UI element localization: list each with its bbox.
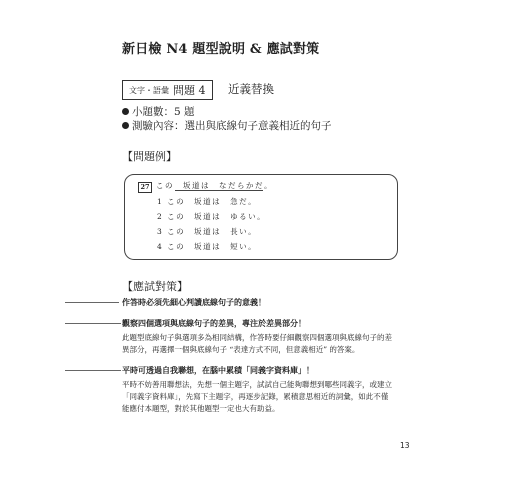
strategy-leader-line (65, 370, 121, 371)
bullet-item (122, 118, 332, 133)
bullet-dot-icon (122, 108, 129, 115)
strategy-body-line: 能應付本題型，對於其他題型一定也大有助益。 (122, 404, 280, 413)
question-underline (175, 190, 263, 191)
bullet-dot-icon (122, 122, 129, 129)
option-item: 1 この 坂道は 急だ。 (157, 197, 258, 206)
strategy-body-line: 此題型底線句子與選項多為相同結構，作答時要仔細觀察四個選項與底線句子的差 (122, 333, 392, 342)
question-text: この 坂道は なだらかだ。 (156, 181, 273, 190)
page-number: 13 (400, 441, 410, 450)
category-label: 文字・語彙 (129, 85, 169, 95)
strategy-leader-line (65, 323, 121, 324)
bullet-text: 測驗內容：選出與底線句子意義相近的句子 (132, 120, 332, 132)
strategy-body-line: 平時不妨善用聯想法，先想一個主題字，試試自己能夠聯想到哪些同義字，或建立 (122, 380, 392, 389)
bullet-item (122, 104, 195, 119)
page-title: 新日檢 N4 題型說明 & 應試對策 (122, 42, 320, 57)
question-number: 27 (138, 182, 152, 193)
problem-label: 問題 4 (173, 84, 206, 97)
option-item: 3 この 坂道は 長い。 (157, 227, 258, 236)
strategy-head: 觀察四個選項與底線句子的差異，專注於差異部分！ (122, 318, 306, 328)
problem-type-name: 近義替換 (228, 82, 274, 96)
problem-tag (122, 80, 213, 100)
strategy-head: 作答時必須先細心判讀底線句子的意義！ (122, 297, 266, 307)
example-heading: 【問題例】 (122, 150, 177, 163)
strategy-head: 平時可透過自我聯想，在腦中累積「同義字資料庫」！ (122, 365, 314, 375)
strategy-body-line: 異部分，再選擇一個與底線句子 “表達方式不同，但意義相近” 的答案。 (122, 345, 360, 354)
option-item: 2 この 坂道は ゆるい。 (157, 212, 267, 221)
strategy-leader-line (65, 302, 119, 303)
option-item: 4 この 坂道は 短い。 (157, 242, 258, 251)
bullet-text: 小題數：5 題 (132, 106, 195, 118)
strategy-body-line: 「同義字資料庫」，先寫下主題字，再逐步記錄，累積意思相近的詞彙，如此不僅 (122, 392, 389, 401)
strategy-heading: 【應試對策】 (122, 280, 188, 293)
